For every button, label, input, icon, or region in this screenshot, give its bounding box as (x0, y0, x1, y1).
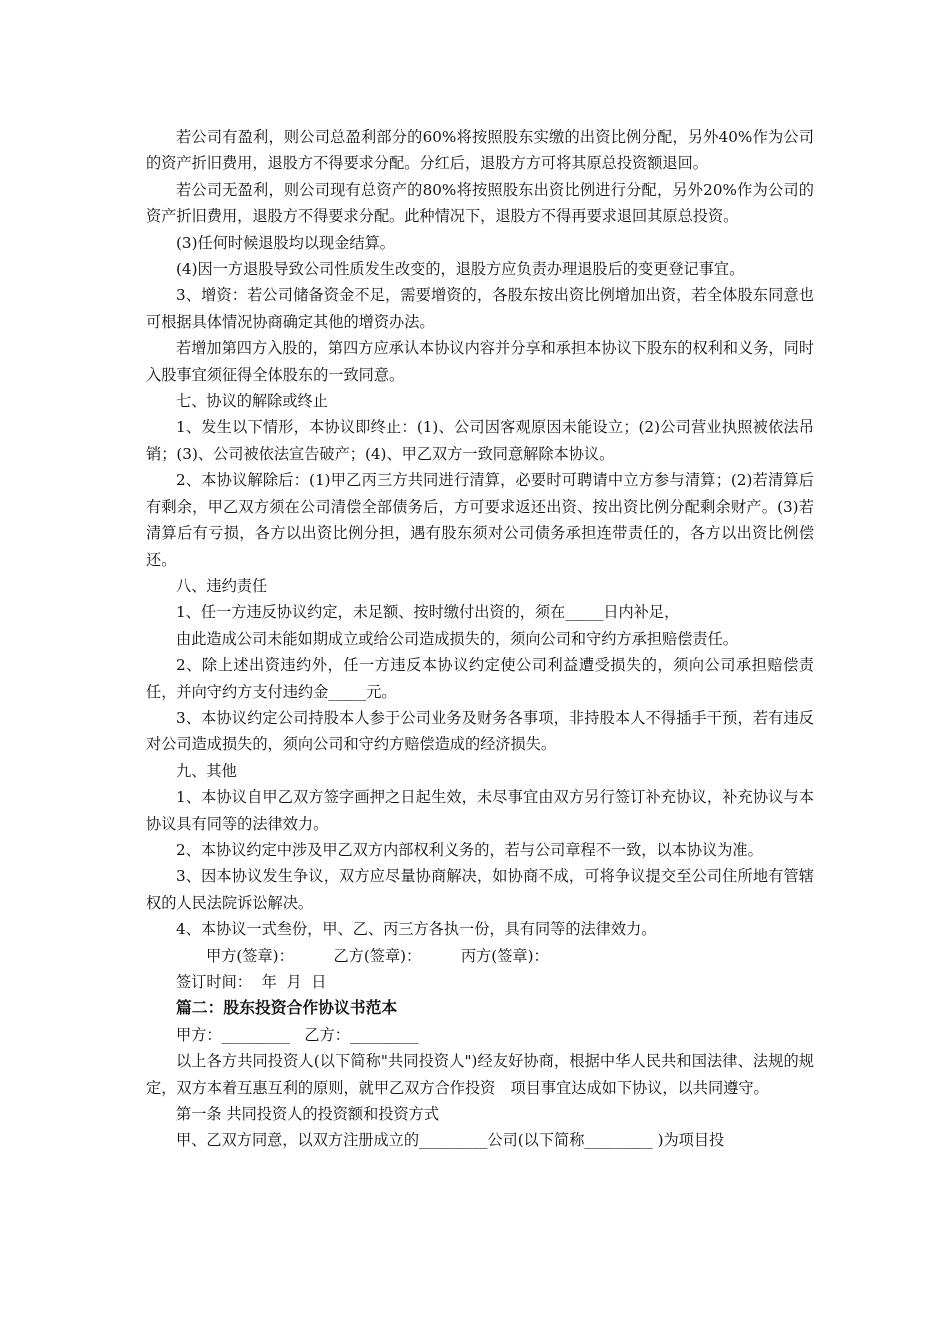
paragraph-fourth-party: 若增加第四方入股的，第四方应承认本协议内容并分享和承担本协议下股东的权利和义务，同时入股事宜须征得全体股东的一致同意。 (146, 339, 814, 384)
section-heading-termination: 七、协议的解除或终止 (176, 392, 328, 411)
section2-preamble: 以上各方共同投资人(以下简称"共同投资人")经友好协商，根据中华人民共和国法律、法规的规定，双方本着互惠互利的原则，就甲乙双方合作投资 项目事宜达成如下协议，以共同遵守。 (146, 1052, 814, 1097)
paragraph-no-profit-distribution: 若公司无盈利，则公司现有总资产的80%将按照股东出资比例进行分配，另外20%作为公司的资产折旧费用，退股方不得要求分配。此种情况下，退股方不得再要求退回其原总投资。 (146, 180, 814, 226)
section-heading-liability: 八、违约责任 (176, 576, 268, 595)
paragraph-copies: 4、本协议一式叁份，甲、乙、丙三方各执一份，具有同等的法律效力。 (176, 920, 657, 939)
signature-line (146, 943, 814, 969)
sign-date-day: 日 (311, 973, 327, 991)
document-page (146, 124, 814, 1154)
paragraph-business-participation: 3、本协议约定公司持股本人参于公司业务及财务各事项，非持股本人不得插手干预，若有违反对公司造成损失的，须向公司和守约方赔偿造成的经济损失。 (146, 708, 814, 754)
sign-date-line (146, 969, 814, 995)
paragraph-breach-penalty: 2、除上述出资违约外，任一方违反本协议约定使公司利益遭受损失的，须向公司承担赔偿责任，并向守约方支付违约金_____元。 (146, 656, 814, 701)
paragraph-termination-cases: 1、发生以下情形，本协议即终止：(1)、公司因客观原因未能设立；(2)公司营业执照被依法吊销；(3)、公司被依法宣告破产；(4)、甲乙双方一致同意解除本协议。 (146, 418, 814, 463)
section2-party-a: 甲方：_________ (176, 1025, 290, 1044)
section2-article1-text: 甲、乙双方同意，以双方注册成立的_________公司(以下简称_________ )为项目投 (176, 1131, 725, 1150)
section2-party-b: 乙方：_________ (304, 1025, 419, 1044)
paragraph-cash-settlement: (3)任何时候退股均以现金结算。 (176, 233, 395, 252)
sign-date-month: 月 (286, 973, 302, 991)
signature-party-a: 甲方(签章)： (206, 946, 294, 965)
section-heading-other: 九、其他 (176, 761, 237, 780)
paragraph-compensation: 由此造成公司未能如期成立或给公司造成损失的，须向公司和守约方承担赔偿责任。 (176, 629, 738, 648)
section2-title: 篇二：股东投资合作协议书范本 (176, 998, 398, 1018)
section2-article1-heading: 第一条 共同投资人的投资额和投资方式 (176, 1105, 440, 1124)
signature-party-b: 乙方(签章)： (333, 946, 422, 965)
paragraph-registration-change: (4)因一方退股导致公司性质发生改变的，退股方应负责办理退股后的变更登记事宜。 (176, 260, 745, 279)
paragraph-articles-conflict: 2、本协议约定中涉及甲乙双方内部权利义务的，若与公司章程不一致，以本协议为准。 (176, 840, 763, 859)
paragraph-liquidation: 2、本协议解除后：(1)甲乙丙三方共同进行清算，必要时可聘请中立方参与清算；(2)若清算后有剩余，甲乙双方须在公司清偿全部债务后，方可要求返还出资、按出资比例分配剩余财产。(3)若清算后有亏损，各方以出资比例分担，遇有股东须对公司债务承担连带责任的，各方以出资比例偿还。 (146, 471, 814, 569)
signature-party-c: 丙方(签章)： (460, 946, 549, 965)
paragraph-effective-date: 1、本协议自甲乙双方签字画押之日起生效，未尽事宜由双方另行签订补充协议，补充协议与本协议具有同等的法律效力。 (146, 788, 814, 833)
paragraph-profit-distribution: 若公司有盈利，则公司总盈利部分的60%将按照股东实缴的出资比例分配，另外40%作为公司的资产折旧费用，退股方不得要求分配。分红后，退股方方可将其原总投资额退回。 (146, 128, 814, 173)
paragraph-late-contribution: 1、任一方违反协议约定，未足额、按时缴付出资的，须在_____日内补足， (176, 603, 680, 622)
sign-date-label: 签订时间： (176, 973, 252, 991)
sign-date-year: 年 (261, 973, 277, 991)
paragraph-dispute-resolution: 3、因本协议发生争议，双方应尽量协商解决，如协商不成，可将争议提交至公司住所地有管辖权的人民法院诉讼解决。 (146, 867, 814, 912)
section2-parties-line (146, 1022, 814, 1048)
paragraph-capital-increase: 3、增资：若公司储备资金不足，需要增资的，各股东按出资比例增加出资，若全体股东同意也可根据具体情况协商确定其他的增资办法。 (146, 286, 814, 331)
